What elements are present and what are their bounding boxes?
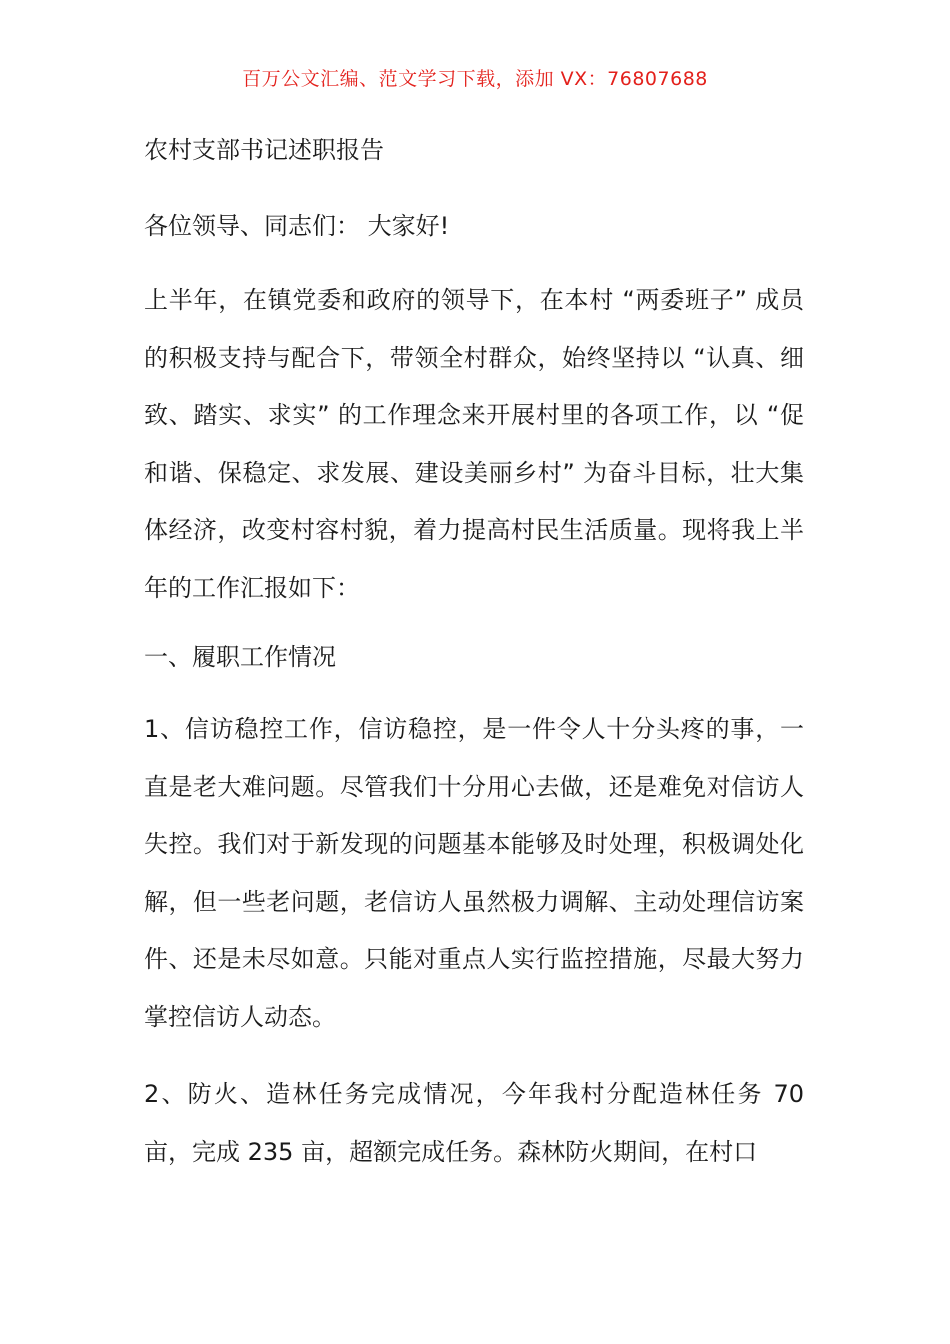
salutation: 各位领导、同志们： 大家好!	[144, 212, 450, 240]
document-title: 农村支部书记述职报告	[144, 136, 384, 164]
document-body	[144, 130, 804, 1201]
paragraph-fire-afforestation: 2、防火、造林任务完成情况，今年我村分配造林任务 70 亩，完成 235 亩，超额完成任务。森林防火期间，在村口	[144, 1080, 804, 1166]
section-heading: 一、履职工作情况	[144, 643, 336, 671]
header-watermark-note: 百万公文汇编、范文学习下载，添加 VX：76807688	[242, 68, 708, 90]
paragraph-intro: 上半年，在镇党委和政府的领导下，在本村 “两委班子” 成员的积极支持与配合下，带领全村群众，始终坚持以 “认真、细致、踏实、求实” 的工作理念来开展村里的各项工作，以 “促和谐、保稳定、求发展、建设美丽乡村” 为奋斗目标，壮大集体经济，改变村容村貌，着力提高村民生活质量。现将我上半年的工作汇报如下：	[144, 286, 804, 602]
paragraph-petition-work: 1、信访稳控工作，信访稳控，是一件令人十分头疼的事，一直是老大难问题。尽管我们十分用心去做，还是难免对信访人失控。我们对于新发现的问题基本能够及时处理，积极调处化解，但一些老问题，老信访人虽然极力调解、主动处理信访案件、还是未尽如意。只能对重点人实行监控措施，尽最大努力掌控信访人动态。	[144, 715, 804, 1031]
